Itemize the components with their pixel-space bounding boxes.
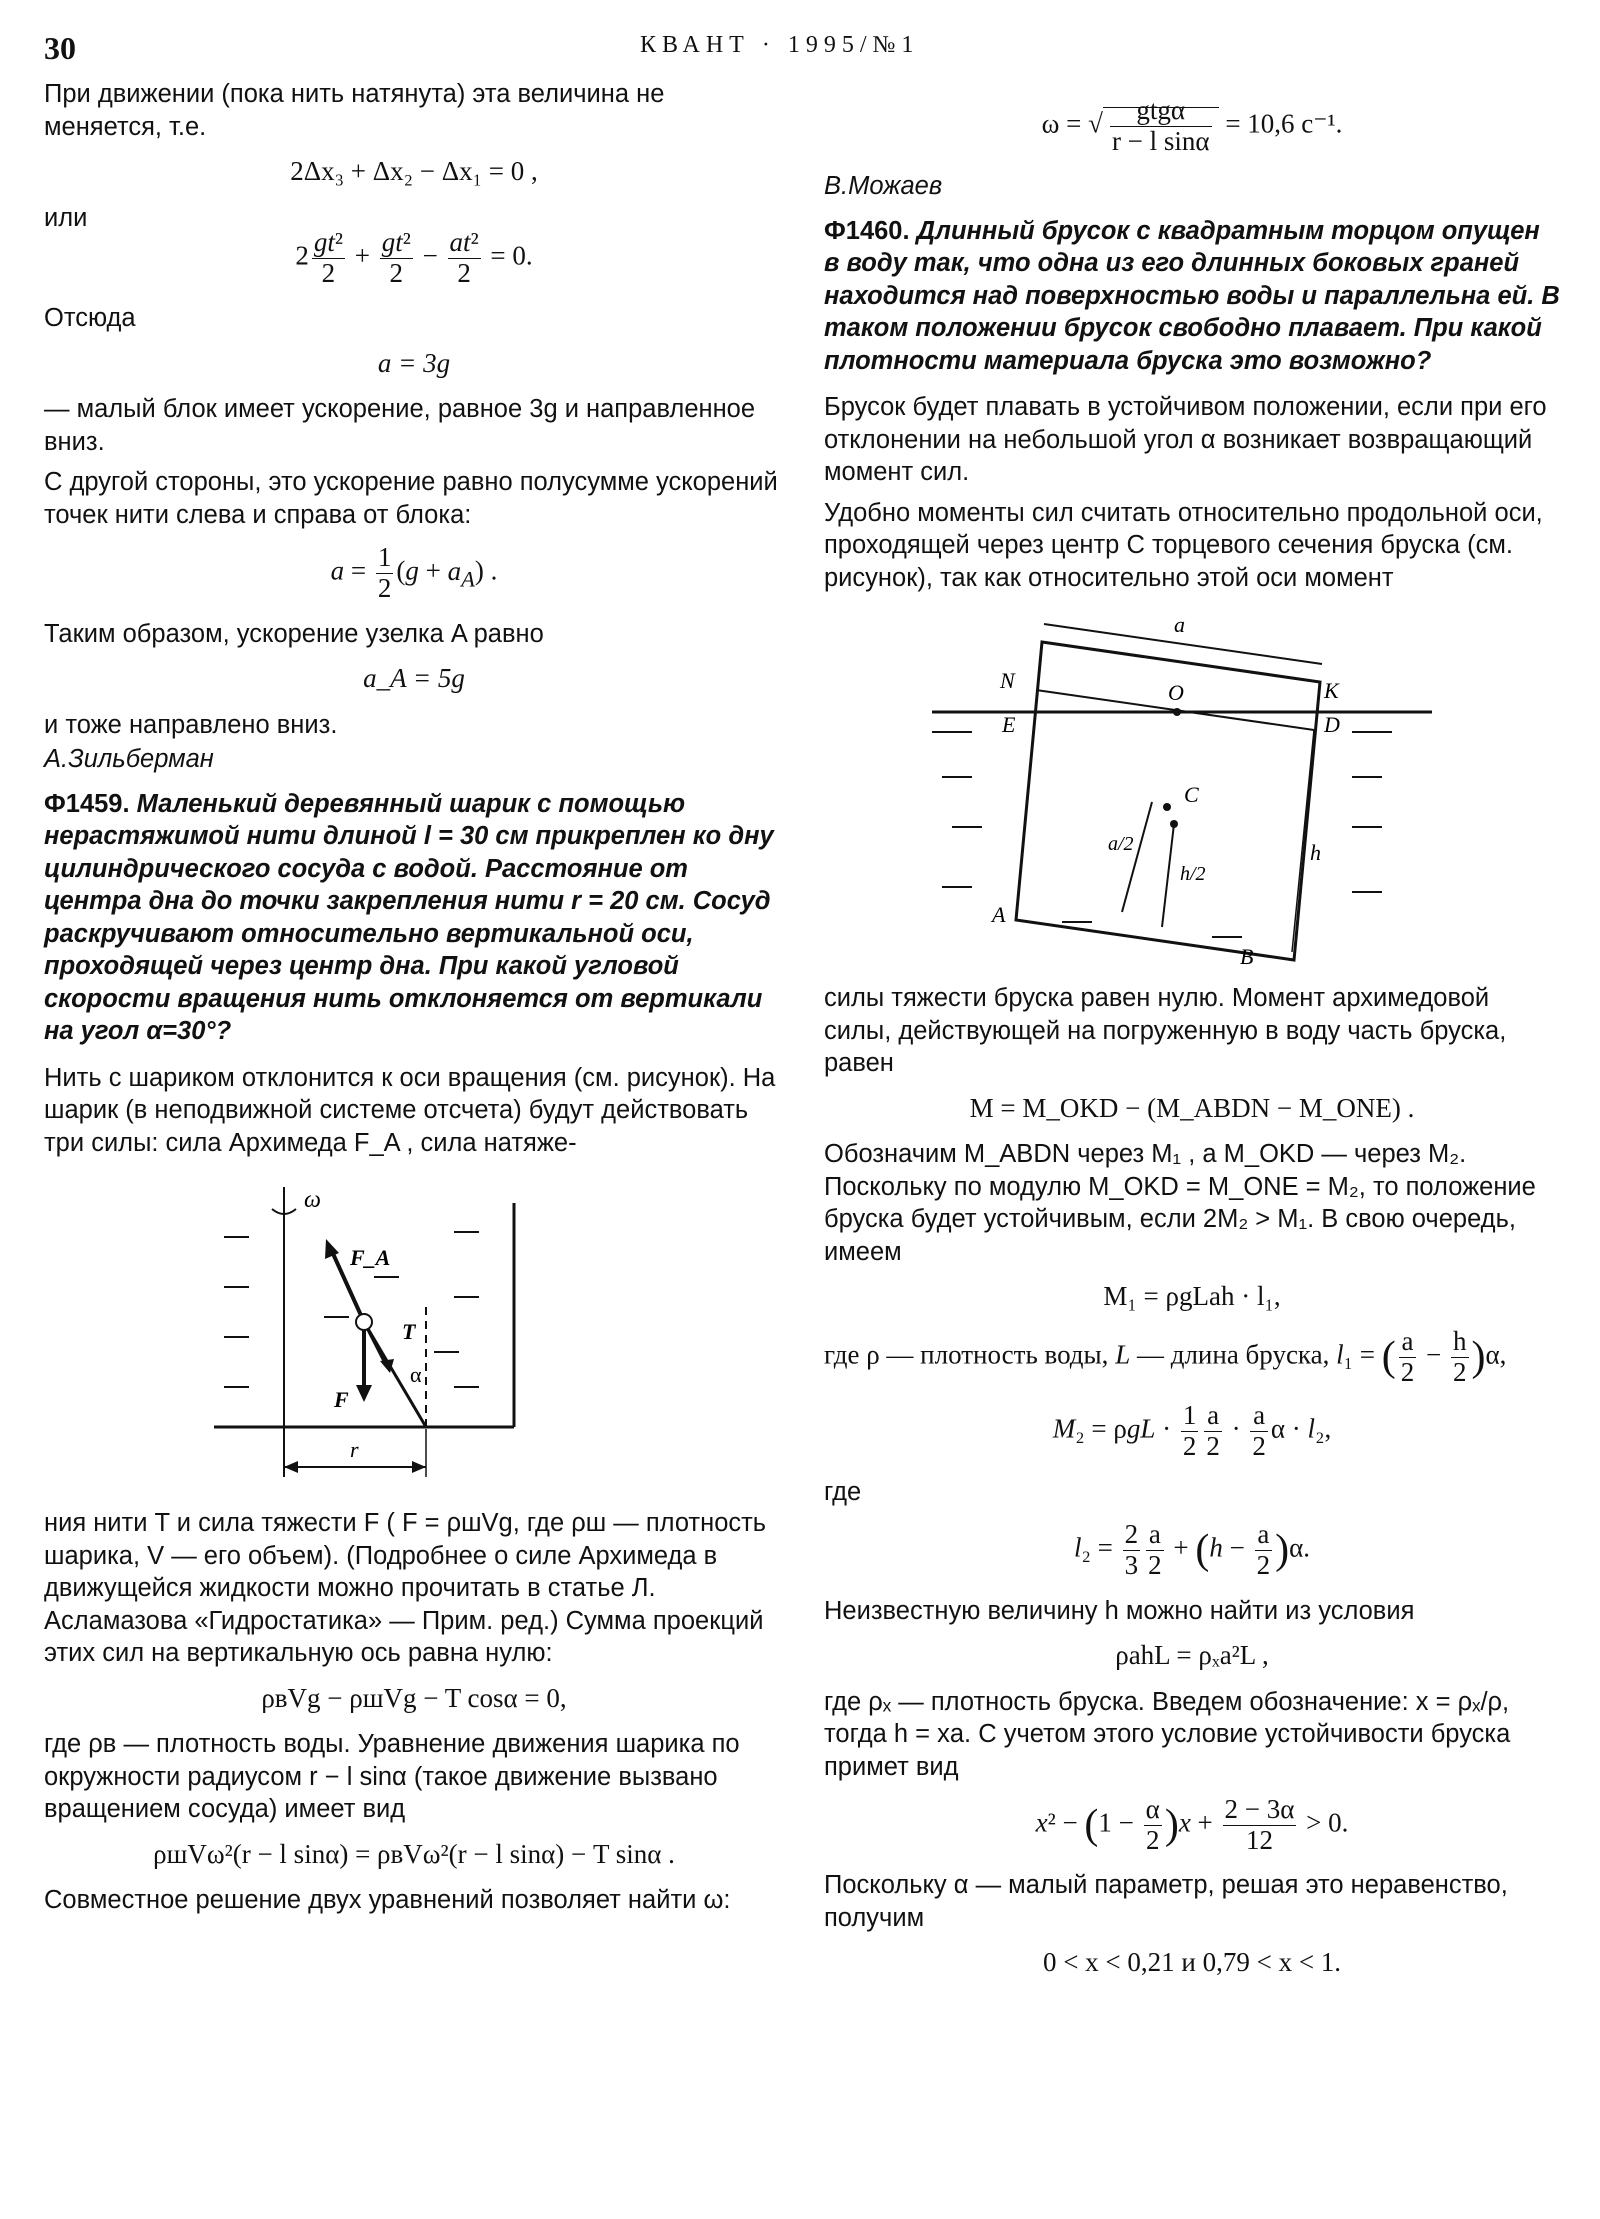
- arrowhead: [284, 1461, 298, 1473]
- paragraph: силы тяжести бруска равен нулю. Момент архимедовой силы, действующей на погруженную в воду часть бруска, равен: [824, 984, 1507, 1078]
- h-label: h: [1310, 840, 1321, 866]
- paragraph: или: [44, 203, 88, 232]
- formula: l₂ = $\frac{2}{3}$ $\frac{a}{2}$ + (h − $\frac{a}{2}$ )α.: [1073, 1519, 1311, 1580]
- formula: x² − (1 − $\frac{\alpha}{2}$ )x + $\frac{2 - 3\alpha}{12}$ > 0.: [1035, 1794, 1349, 1855]
- signature: В.Можаев: [824, 172, 943, 201]
- formula: ρшVω²(r − l sinα) = ρвVω²(r − l sinα) − T sinα .: [153, 1838, 675, 1869]
- paragraph: где ρв — плотность воды. Уравнение движения шарика по окружности радиусом r − l sinα (такое движение вызвано вращением сосуда) имеет вид: [44, 1730, 740, 1824]
- formula: 2Δx₃ + Δx₂ − Δx₁ = 0 ,: [290, 156, 538, 186]
- pa-label: A: [992, 902, 1006, 928]
- problem-text: Длинный брусок с квадратным торцом опущен в воду так, что одна из его длинных боковых граней находится над поверхностью воды и параллельна ей. В таком положении брусок свободно плавает. При какой плотности материала бруска это возможно?: [824, 216, 1560, 375]
- h-half-label: h/2: [1180, 863, 1206, 886]
- point-o: [1173, 708, 1181, 716]
- page-number: 30: [44, 30, 76, 66]
- formula: M₁ = ρgLah · l₁,: [1103, 1281, 1281, 1312]
- formula: 0 < x < 0,21 и 0,79 < x < 1.: [1042, 1947, 1342, 1978]
- ball: [356, 1314, 372, 1330]
- formula: M = M_OKD − (M_ABDN − M_ONE) .: [969, 1092, 1415, 1123]
- n-label: N: [1000, 668, 1015, 694]
- paragraph: Нить с шариком отклонится к оси вращения (см. рисунок). На шарик (в неподвижной системе отсчета) будут действовать три силы: сила Архимеда F_A , сила натяже-: [44, 1063, 776, 1157]
- k-label: K: [1324, 678, 1339, 704]
- left-column: [44, 78, 784, 1925]
- o-label: O: [1168, 680, 1184, 706]
- omega-result: = 10,6 с⁻¹.: [1225, 108, 1343, 139]
- formula: M₂ = ρgL · $\frac{1}{2}$ $\frac{a}{2}$ · $\frac{a}{2}$ α · l₂,: [1052, 1400, 1332, 1461]
- bar-figure: [912, 602, 1472, 972]
- paragraph: и тоже направлено вниз.: [44, 710, 338, 739]
- formula: a = 3g: [377, 347, 451, 378]
- paragraph: ния нити T и сила тяжести F ( F = ρшVg, где ρш — плотность шарика, V — его объем). (Подробнее о силе Архимеда в движущейся жидкости можно прочитать в статье Л. Асламазова «Гидростатика» — Прим. ред.) Сумма проекций этих сил на вертикальную ось равна нулю:: [44, 1509, 767, 1668]
- paragraph: где: [824, 1477, 862, 1506]
- paragraph: Неизвестную величину h можно найти из условия: [824, 1596, 1415, 1625]
- running-head: КВАНТ · 1995/№1: [640, 32, 920, 58]
- signature: А.Зильберман: [44, 745, 214, 774]
- paragraph: Таким образом, ускорение узелка A равно: [44, 619, 544, 648]
- problem-statement: [824, 215, 1560, 378]
- fa-label: F_A: [350, 1245, 391, 1271]
- pb-label: B: [1240, 944, 1254, 970]
- paragraph: При движении (пока нить натянута) эта величина не меняется, т.е.: [44, 80, 665, 141]
- paragraph: — малый блок имеет ускорение, равное 3g и направленное вниз.: [44, 395, 756, 456]
- problem-number: Ф1460.: [824, 216, 910, 245]
- formula: где ρ — плотность воды, L — длина бруска, l₁ = ( $\frac{a}{2}$ − $\frac{h}{2}$ )α,: [824, 1325, 1507, 1387]
- h-half-dimension: [1162, 824, 1174, 927]
- a-label: a: [1174, 612, 1185, 638]
- a-half-dimension: [1122, 802, 1152, 912]
- paragraph: Поскольку α — малый параметр, решая это неравенство, получим: [824, 1871, 1508, 1932]
- arrowhead: [412, 1461, 426, 1473]
- paragraph: Брусок будет плавать в устойчивом положении, если при его отклонении на небольшой угол α возникает возвращающий момент сил.: [824, 393, 1547, 487]
- formula: 2 $\frac{\text{gt²}}{2}$ + $\frac{\text{gt²}}{2}$ − $\frac{\text{at²}}{2}$ = 0.: [295, 227, 533, 288]
- a-half-label: a/2: [1108, 833, 1134, 856]
- formula: ρahL = ρₓa²L ,: [1115, 1640, 1269, 1670]
- paragraph: Отсюда: [44, 304, 136, 333]
- problem-statement: [44, 788, 784, 1048]
- arrowhead: [325, 1239, 339, 1259]
- alpha-label: α: [410, 1362, 422, 1388]
- right-column: [824, 96, 1560, 1993]
- paragraph: С другой стороны, это ускорение равно полусумме ускорений точек нити слева и справа от блока:: [44, 468, 778, 529]
- omega-numerator: gtgα: [1110, 96, 1212, 127]
- arrowhead: [356, 1385, 372, 1402]
- formula-omega: ω = √ $\frac{\text{gtgα}}{\text{r − l sinα}}$ = 10,6 с⁻¹.: [1041, 95, 1343, 156]
- problem-text: Маленький деревянный шарик с помощью нерастяжимой нити длиной l = 30 см прикреплен ко дну цилиндрического сосуда с водой. Расстояние от центра дна до точки закрепления нити r = 20 см. Сосуд раскручивают относительно вертикальной оси, проходящей через центр дна. При какой угловой скорости вращения нить отклоняется от вертикали на угол α=30°?: [44, 789, 774, 1046]
- e-label: E: [1002, 712, 1016, 738]
- problem-number: Ф1459.: [44, 789, 130, 818]
- formula: a_A = 5g: [363, 663, 465, 694]
- paragraph: Обозначим M_ABDN через M₁ , а M_OKD — через M₂. Поскольку по модулю M_OKD = M_ONE = M₂, то положение бруска будет устойчивым, если 2M₂ > M₁. В свою очередь, имеем: [824, 1140, 1536, 1266]
- point-c: [1163, 803, 1171, 811]
- omega-denominator: r − l sinα: [1111, 125, 1210, 156]
- r-label: r: [350, 1437, 359, 1463]
- formula: ρвVg − ρшVg − T cosα = 0,: [261, 1682, 567, 1713]
- omega-label: ω: [304, 1187, 321, 1214]
- paragraph: Совместное решение двух уравнений позволяет найти ω:: [44, 1886, 731, 1915]
- c-label: C: [1184, 782, 1199, 808]
- paragraph: Удобно моменты сил считать относительно продольной оси, проходящей через центр C торцевого сечения бруска (см. рисунок), так как относительно этой оси момент: [824, 498, 1543, 592]
- f-label: F: [334, 1387, 349, 1413]
- formula: a = $\frac{1}{2}$ $(g + a_A)$ .: [330, 542, 498, 604]
- d-label: D: [1324, 712, 1340, 738]
- t-label: T: [402, 1319, 416, 1345]
- vessel-figure: [204, 1167, 624, 1497]
- paragraph: где ρₓ — плотность бруска. Введем обозначение: x = ρₓ/ρ, тогда h = xa. С учетом этого условие устойчивости бруска примет вид: [824, 1687, 1511, 1781]
